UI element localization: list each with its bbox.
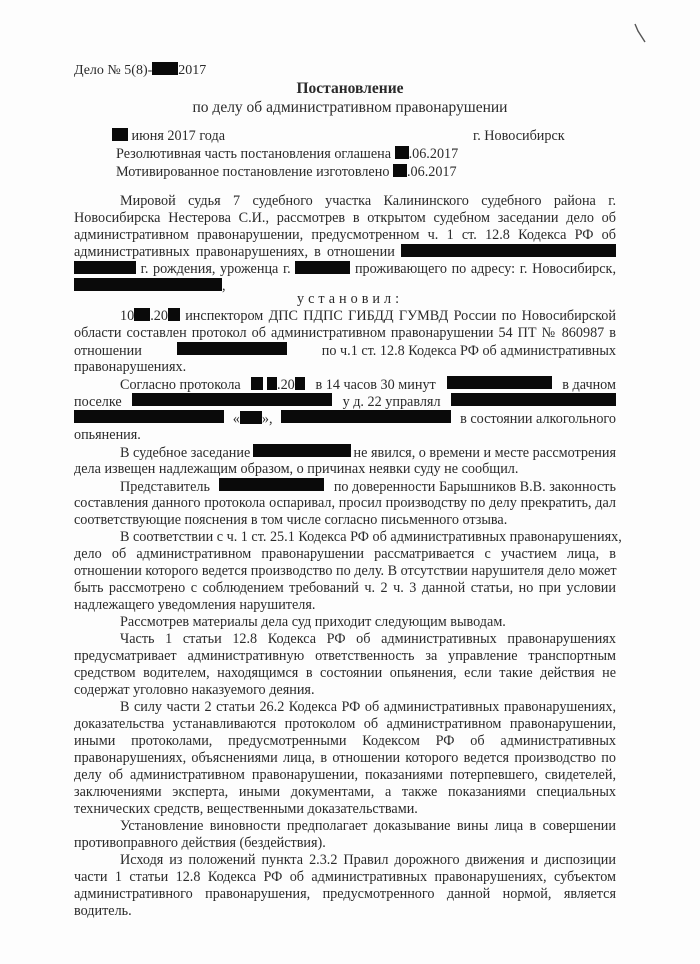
- motivated-made: Мотивированное постановление изготовлено .06.2017: [116, 164, 457, 180]
- city: г. Новосибирск: [473, 128, 565, 144]
- redaction: [281, 410, 451, 423]
- redaction: [447, 376, 552, 389]
- redaction: [451, 393, 616, 406]
- case-number: Дело № 5(8)- 2017: [74, 63, 207, 78]
- redaction: [74, 410, 224, 423]
- established-heading: установил:: [296, 291, 404, 307]
- redaction: [134, 308, 150, 321]
- established-body: 10 .20 инспектором ДПС ПДПС ГИБДД ГУМВД России по Новосибирской области составлен протокол об административном правонарушении 54 ПТ № 860987 в отношении по ч.1 ст. 12.8 Кодекса РФ об административных правонарушениях. Согласно протокола .20 в 14 часов 30 минут в дачном поселке у д. 22 управлял « », в состоянии алкогольного опьянения. В судебное заседание не явился, о времени и месте рассмотрения дела извещен надлежащим образом, о причинах неявки суду не сообщил. Представитель по доверенности Барышников В.В. законность составления данного протокола оспаривал, просил производству по делу прекратить, дал соответствующие пояснения в том числе согласно письменного отзыва. В соответствии с ч. 1 ст. 25.1 Кодекса РФ об административных правонарушениях, дело об административном правонарушении рассматривается с участием лица, в отношении которого ведется производство по делу. В отсутствии нарушителя дело может быть рассмотрено с соблюдением требований ч. 2 ч. 3 данной статьи, но при условии надлежащего уведомления нарушителя. Рассмотрев материалы дела суд приходит следующим выводам. Часть 1 статьи 12.8 Кодекса РФ об административных правонарушениях предусматривает административную ответственность за управление транспортным средством водителем, находящимся в состоянии опьянения, если такие действия не содержат уголовно наказуемого деяния. В силу части 2 статьи 26.2 Кодекса РФ об административных правонарушениях, доказательства устанавливаются протоколом об административном правонарушении, иными протоколами, предусмотренными Кодексом РФ об административных правонарушениях, объяснениями лица, в отношении которого ведется производство по делу об административном правонарушении, показаниями потерпевшего, свидетелей, заключениями эксперта, иными документами, а также показаниями специальных технических средств, вещественными доказательствами. Установление виновности предполагает доказывание вины лица в совершении противоправного действия (бездействия). Исходя из положений пункта 2.3.2 Правил дорожного движения и диспозиции части 1 статьи 12.8 Кодекса РФ об административных правонарушениях, субъектом административного правонарушения, предусмотренного данной нормой, является водитель.: [74, 308, 622, 919]
- redaction: [393, 164, 407, 177]
- date-line: июня 2017 года: [112, 128, 225, 145]
- redaction: [401, 244, 616, 257]
- redaction: [251, 377, 263, 390]
- redaction: [168, 308, 180, 321]
- redaction: [112, 128, 128, 141]
- redaction: [267, 377, 277, 390]
- redaction: [253, 444, 351, 457]
- redaction: [295, 261, 350, 274]
- redaction: [395, 146, 409, 159]
- resolution-announced: Резолютивная часть постановления оглашена .06.2017: [116, 146, 459, 162]
- redaction: [74, 278, 222, 291]
- redaction: [132, 393, 332, 406]
- redaction: [177, 342, 287, 355]
- redaction: [74, 261, 136, 274]
- pen-mark-icon: [633, 22, 647, 44]
- redaction: [295, 377, 305, 390]
- intro-paragraph: Мировой судья 7 судебного участка Калининского судебного района г. Новосибирска Нестерова С.И., рассмотрев в открытом судебном заседании дело об административном правонарушении, предусмотренном ч. 1 ст. 12.8 Кодекса РФ об административных правонарушениях, в отношении г. рождения, уроженца г. проживающего по адресу: г. Новосибирск, ,: [74, 193, 616, 294]
- document-subtitle: по делу об административном правонарушении: [192, 99, 508, 116]
- redaction: [240, 411, 262, 424]
- redaction: [219, 478, 324, 491]
- document-title: Постановление: [296, 80, 404, 97]
- redaction: [152, 62, 178, 75]
